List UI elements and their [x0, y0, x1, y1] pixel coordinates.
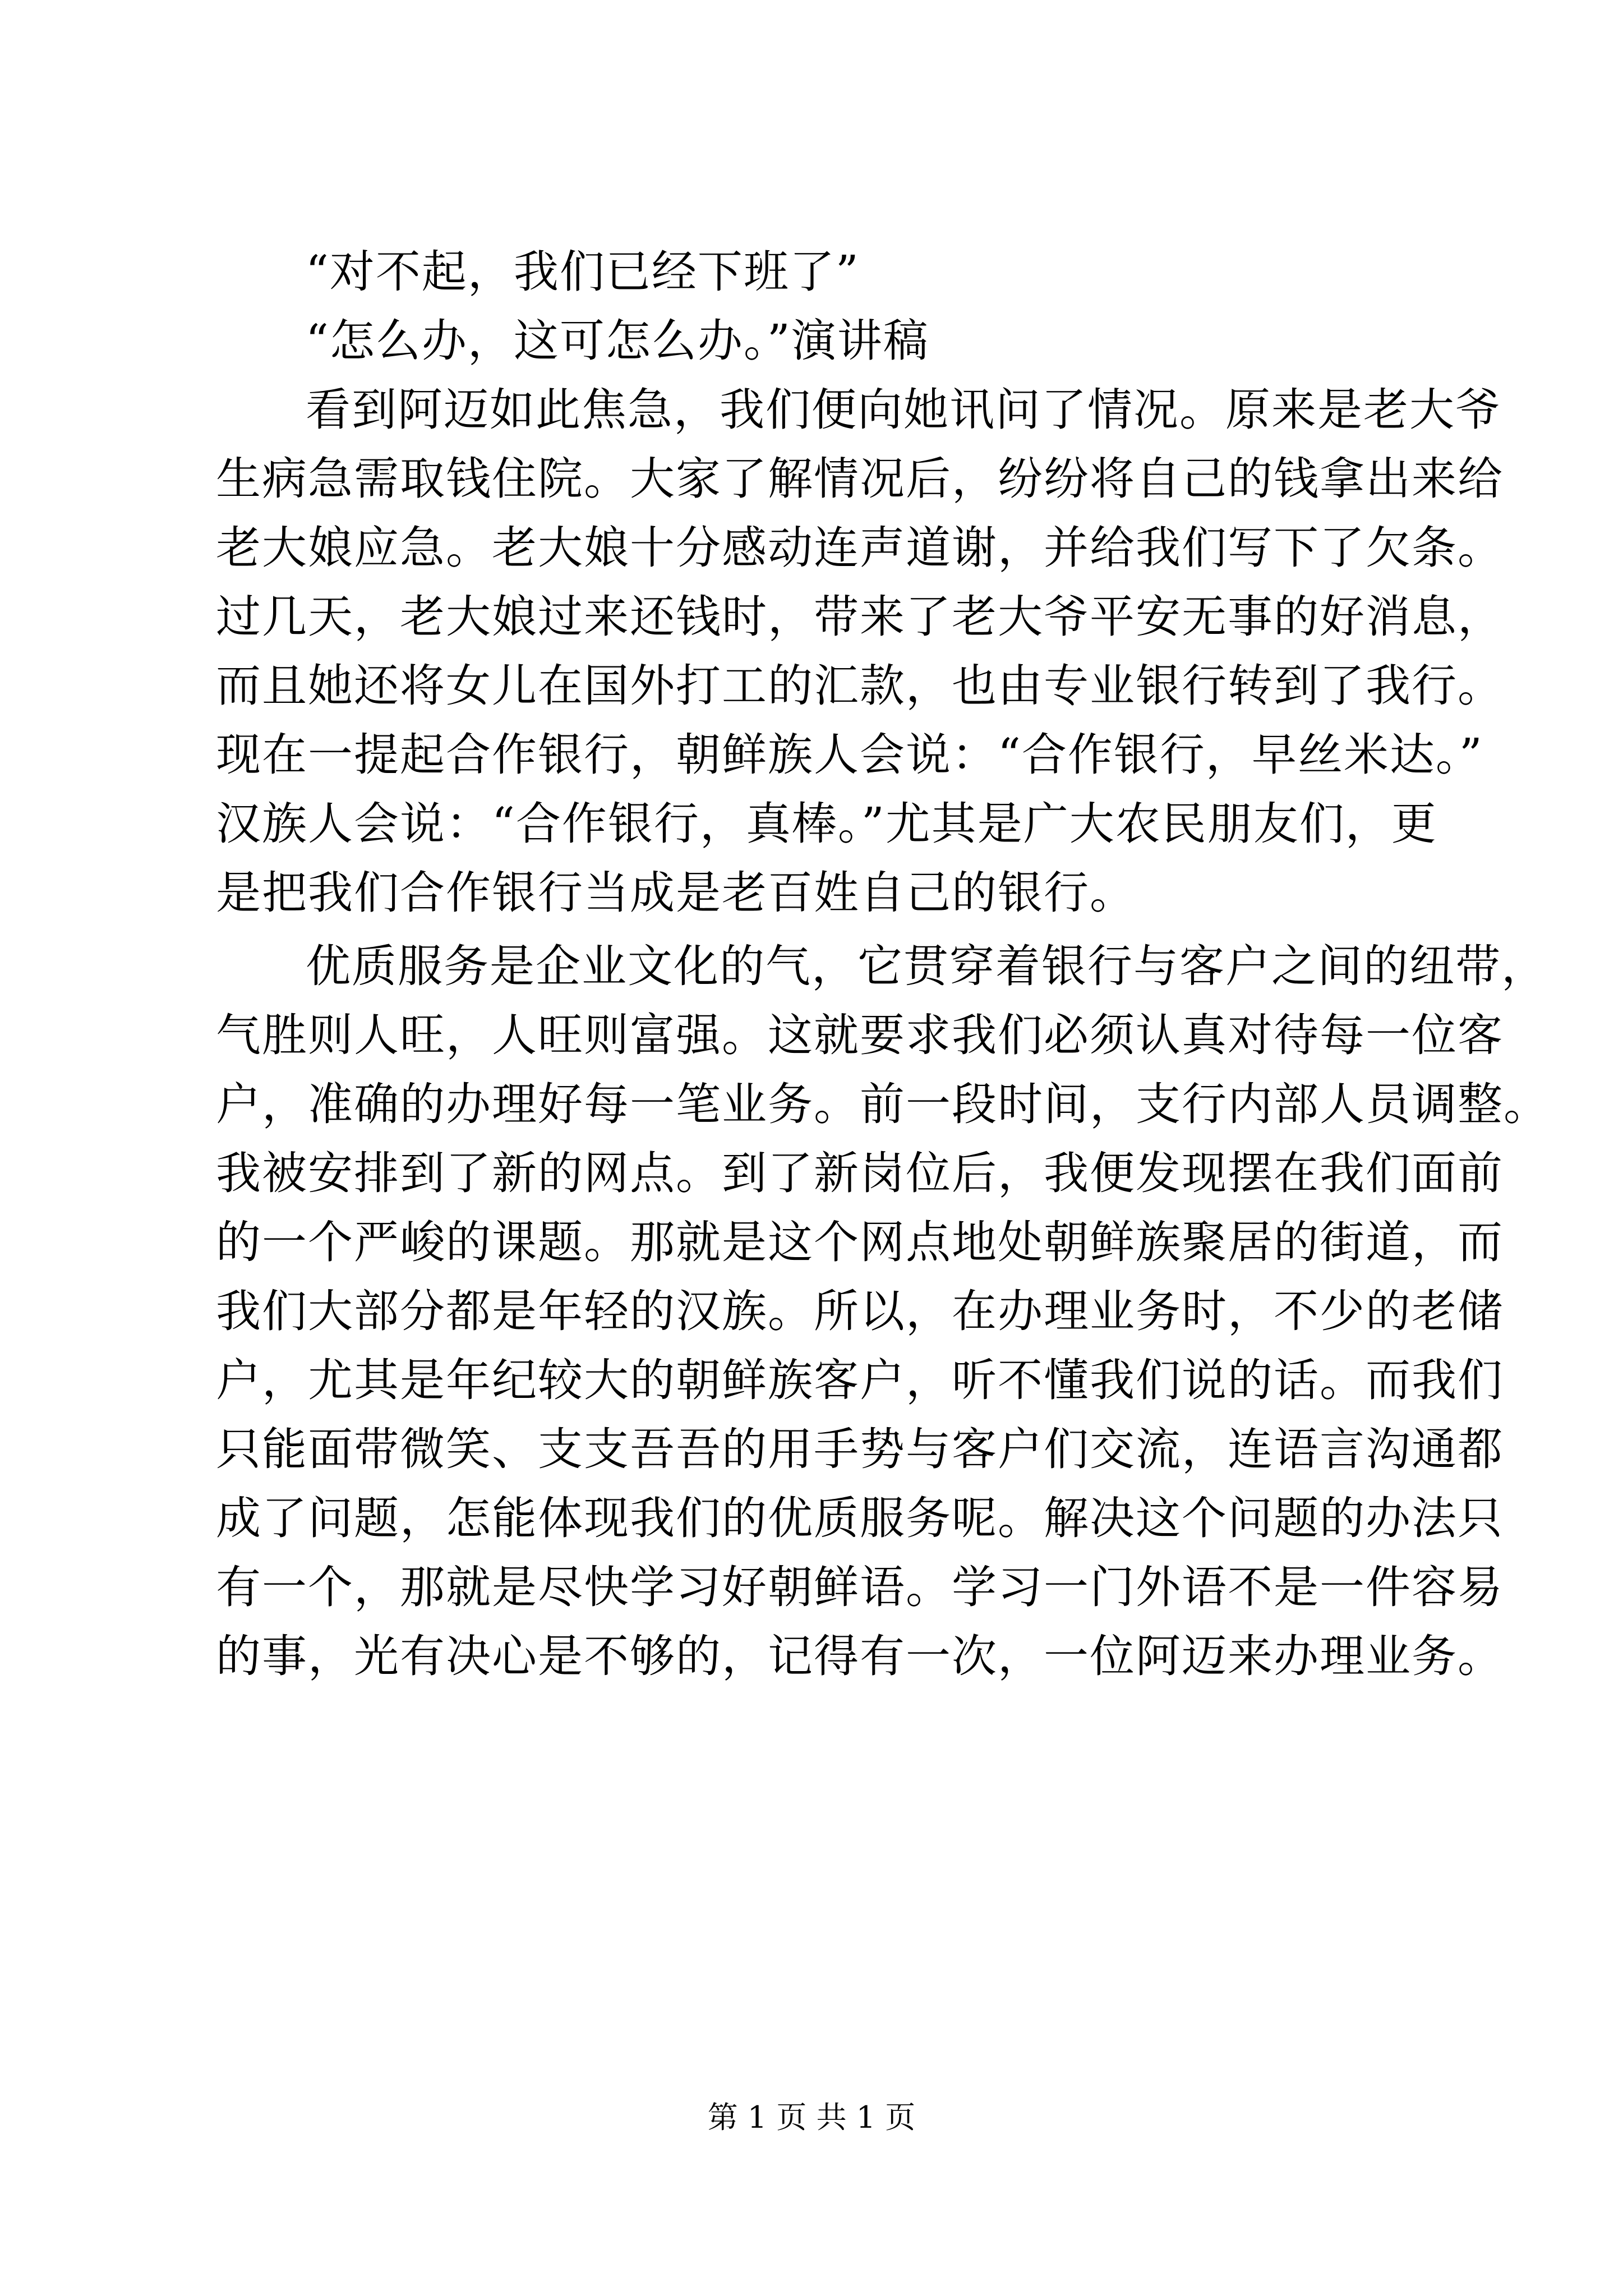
text-line: 气胜则人旺，人旺则富强。这就要求我们必须认真对待每一位客 [216, 1009, 1504, 1061]
text-line: 的一个严峻的课题。那就是这个网点地处朝鲜族聚居的街道，而 [216, 1216, 1504, 1268]
text-line: 户，尤其是年纪较大的朝鲜族客户，听不懂我们说的话。而我们 [216, 1354, 1504, 1406]
text-line: “怎么办，这可怎么办。”演讲稿 [306, 315, 929, 367]
text-line: 我们大部分都是年轻的汉族。所以，在办理业务时，不少的老储 [216, 1285, 1504, 1337]
text-line: 是把我们合作银行当成是老百姓自己的银行。 [216, 867, 1136, 919]
text-line: 生病急需取钱住院。大家了解情况后，纷纷将自己的钱拿出来给 [216, 453, 1504, 505]
text-line: 汉族人会说：“合作银行，真棒。”尤其是广大农民朋友们，更 [216, 798, 1437, 850]
text-line: 优质服务是企业文化的气，它贯穿着银行与客户之间的纽带， [306, 940, 1547, 992]
text-line: 现在一提起合作银行，朝鲜族人会说：“合作银行，早丝米达。” [216, 729, 1483, 781]
text-line: 户，准确的办理好每一笔业务。前一段时间，支行内部人员调整。 [216, 1078, 1550, 1130]
text-line: 我被安排到了新的网点。到了新岗位后，我便发现摆在我们面前 [216, 1147, 1504, 1199]
text-line: 过几天，老大娘过来还钱时，带来了老大爷平安无事的好消息， [216, 591, 1504, 643]
text-line: 而且她还将女儿在国外打工的汇款，也由专业银行转到了我行。 [216, 660, 1504, 712]
text-line: 看到阿迈如此焦急，我们便向她讯问了情况。原来是老大爷 [306, 384, 1501, 436]
page-footer: 第 1 页 共 1 页 [707, 2100, 916, 2135]
text-line: 有一个，那就是尽快学习好朝鲜语。学习一门外语不是一件容易 [216, 1561, 1504, 1613]
text-line: 只能面带微笑、支支吾吾的用手势与客户们交流，连语言沟通都 [216, 1423, 1504, 1475]
text-line: 老大娘应急。老大娘十分感动连声道谢，并给我们写下了欠条。 [216, 522, 1504, 574]
document-body [216, 237, 1550, 1691]
text-line: 的事，光有决心是不够的，记得有一次，一位阿迈来办理业务。 [216, 1630, 1504, 1682]
text-line: 成了问题，怎能体现我们的优质服务呢。解决这个问题的办法只 [216, 1492, 1504, 1544]
paragraph-gap [216, 927, 1422, 932]
text-line: “对不起，我们已经下班了” [306, 246, 860, 298]
